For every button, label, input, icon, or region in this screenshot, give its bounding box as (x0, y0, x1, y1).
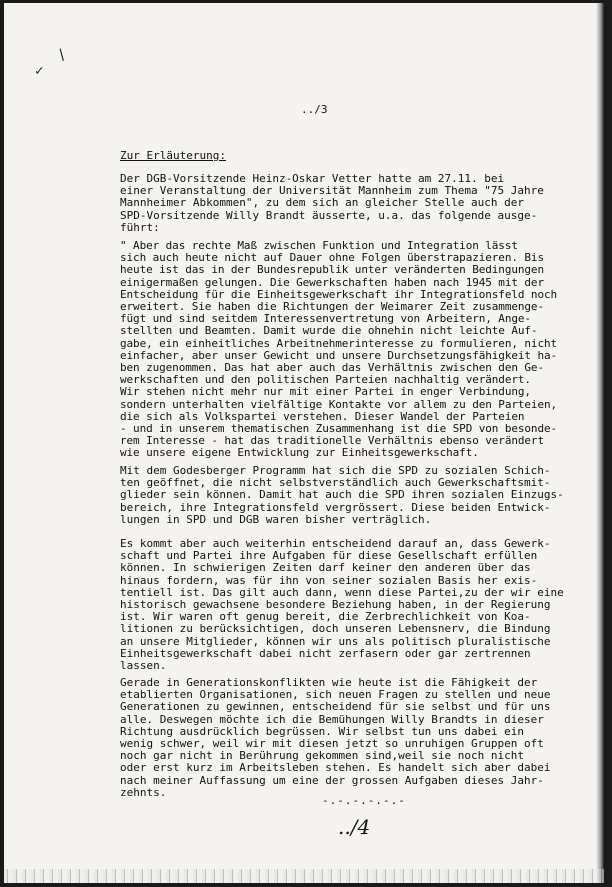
document-page (4, 3, 604, 883)
intro-paragraph: Der DGB-Vorsitzende Heinz-Oskar Vetter hatte am 27.11. bei einer Veranstaltung der Universität Mannheim zum Thema "75 Jahre Mannheimer Abkommen", zu dem sich an gleicher Stelle auch der SPD-Vorsitzende Willy Brandt äusserte, u.a. das folgende ausge- führt: (120, 172, 544, 234)
check-mark-icon: ✓ (35, 63, 44, 79)
paragraph-partei: Es kommt aber auch weiterhin entscheidend darauf an, dass Gewerk- schaft und Partei ihre Aufgaben für diese Gesellschaft erfüllen können. In schwierigen Zeiten darf keiner den anderen über das hinaus fordern, was für ihn von seiner sozialen Basis her exis- tentiell ist. Das gilt auch dann, wenn diese Partei,zu der wir eine historisch gewachsene besondere Beziehung haben, in der Regierung ist. Wir waren oft genug bereit, die Zerbrechlichkeit von Koa- litionen zu berücksichtigen, doch unseren Lebensnerv, die Bindung an unsere Mitglieder, können wir uns als politisch pluralistische Einheitsgewerkschaft dabei nicht zerfasern oder gar zertrennen lassen. (120, 537, 564, 673)
next-page-marker: ../4 (338, 815, 371, 839)
section-heading: Zur Erläuterung: (120, 149, 226, 162)
scan-edge (596, 3, 604, 883)
stray-mark: / (53, 46, 71, 64)
page-number: ../3 (301, 103, 328, 116)
paragraph-godesberg: Mit dem Godesberger Programm hat sich die SPD zu sozialen Schich- ten geöffnet, die nicht selbstverständlich auch Gewerkschaftsmit- glieder sein können. Damit hat auch die SPD ihren sozialen Einzugs- bereich, ihre Integrationsfeld vergrössert. Diese beiden Entwick- lungen in SPD und DGB waren bisher verträglich. (120, 464, 564, 526)
quote-paragraph: " Aber das rechte Maß zwischen Funktion und Integration lässt sich auch heute nicht auf Dauer ohne Folgen überstrapazieren. Bis heute ist das in der Bundesrepublik unter veränderten Bedingungen einigermaßen gelungen. Die Gewerkschaften haben nach 1945 mit der Entscheidung für die Einheitsgewerkschaft ihr Integrationsfeld noch erweitert. Sie haben die Richtungen der Weimarer Zeit zusammenge- fügt und sind seitdem Interessenvertretung von Arbeitern, Ange- stellten und Beamten. Damit wurde die ohnehin nicht leichte Auf- gabe, ein einheitliches Arbeitnehmerinteresse zu formulieren, nicht einfacher, aber unser Gewicht und unsere Durchsetzungsfähigkeit ha- ben zugenommen. Das hat aber auch das Verhältnis zwischen den Ge- werkschaften und den politischen Parteien nachhaltig verändert. Wir stehen nicht mehr nur mit einer Partei in enger Verbindung, sondern unterhalten vielfältige Kontakte vor allem zu den Parteien, die sich als Volkspartei verstehen. Dieser Wandel der Parteien - und in unserem thematischen Zusammenhang ist die SPD von besonde- rem Interesse - hat das traditionelle Verhältnis ebenso verändert wie unsere eigene Entwicklung zur Einheitsgewerkschaft. (120, 239, 558, 460)
scan-noise (4, 869, 604, 883)
paragraph-generationen: Gerade in Generationskonflikten wie heute ist die Fähigkeit der etablierten Organisationen, sich neuen Fragen zu stellen und neue Generationen zu gewinnen, entscheidend für sie selbst und für uns alle. Deswegen möchte ich die Bemühungen Willy Brandts in dieser Richtung ausdrücklich begrüssen. Wir selbst tun uns dabei ein wenig schwer, weil wir mit diesen jetzt so unruhigen Gruppen oft noch gar nicht in Berührung gekommen sind,weil sie noch nicht oder erst kurz im Arbeitsleben stehen. Es handelt sich aber dabei nach meiner Auffassung um eine der grossen Aufgaben dieses Jahr- zehnts. (120, 676, 551, 799)
separator-line: -.-.-.-.-.- (322, 794, 406, 807)
